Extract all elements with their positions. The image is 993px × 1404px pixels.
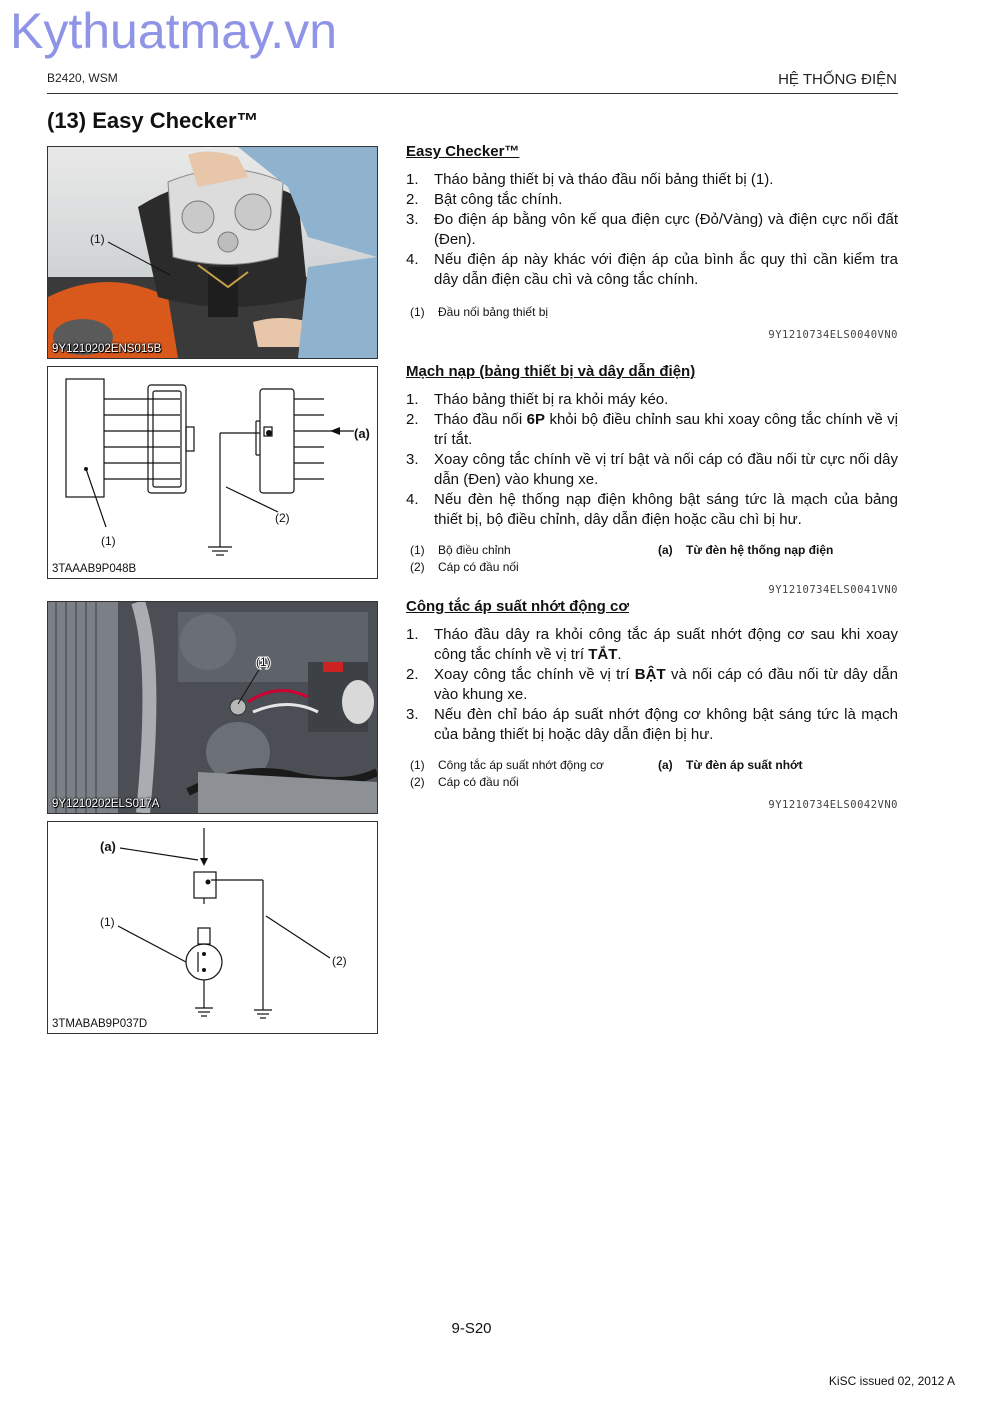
page-title: (13) Easy Checker™ xyxy=(47,108,259,133)
step-item: 1. Tháo bảng thiết bị ra khỏi máy kéo. xyxy=(406,391,669,408)
step-item: 3. Nếu đèn chỉ báo áp suất nhớt động cơ không bật sáng tức là mạch của bảng thiết bị hoặc dây dẫn điện bị hư. xyxy=(406,706,898,743)
step-item: 2. Bật công tắc chính. xyxy=(406,191,563,208)
section-title: Công tắc áp suất nhớt động cơ xyxy=(406,598,629,615)
figure-oil-switch-diagram xyxy=(47,821,378,1034)
callout-1: (1) xyxy=(100,915,115,929)
figure-id: 3TAAAB9P048B xyxy=(52,563,137,575)
step-item: 1. Tháo bảng thiết bị và tháo đầu nối bảng thiết bị (1). xyxy=(406,171,774,188)
step-item: 4. Nếu đèn hệ thống nạp điện không bật sáng tức là mạch của bảng thiết bị, bộ điều chỉnh, dây dẫn điện hoặc cầu chì bị hư. xyxy=(406,491,898,528)
section-code: 9Y1210734ELS0041VN0 xyxy=(768,584,898,596)
header-chapter: HỆ THỐNG ĐIỆN xyxy=(778,71,897,88)
legend: (1) Đầu nối bảng thiết bị xyxy=(410,305,549,319)
step-list xyxy=(406,390,898,530)
oil-pressure-switch-photo xyxy=(48,602,377,813)
step-item: 2. Xoay công tắc chính về vị trí BẬT và nối cáp có đầu nối từ dây dẫn vào khung xe. xyxy=(406,666,898,703)
step-item: 3. Xoay công tắc chính về vị trí bật và nối cáp có đầu nối từ cực nối dây dẫn (Đen) vào khung xe. xyxy=(406,451,898,488)
section-title: Mạch nạp (bảng thiết bị và dây dẫn điện) xyxy=(406,363,696,380)
step-list xyxy=(406,170,898,290)
callout-a: (a) xyxy=(100,839,116,854)
legend: (1) Công tắc áp suất nhớt động cơ (a) Từ đèn áp suất nhớt (2) Cáp có đầu nối xyxy=(410,758,803,789)
figure-instrument-panel-photo xyxy=(47,146,378,359)
figure-id: 9Y1210202ELS017A xyxy=(52,798,160,810)
page-number: 9-S20 xyxy=(451,1320,492,1337)
figure-id: 3TMABAB9P037D xyxy=(52,1018,148,1030)
instrument-panel-photo xyxy=(48,147,377,358)
issue-note: KiSC issued 02, 2012 A xyxy=(828,1374,955,1388)
callout-1: (1) xyxy=(90,232,105,246)
callout-1: (1) xyxy=(256,655,271,669)
section-title: Easy Checker™ xyxy=(406,143,520,160)
watermark: Kythuatmay.vn xyxy=(10,3,338,59)
callout-2: (2) xyxy=(275,511,290,525)
step-item: 4. Nếu điện áp này khác với điện áp của bình ắc quy thì cần kiểm tra dây dẫn điện cầu chì và công tắc chính. xyxy=(406,251,898,288)
figure-id: 9Y1210202ENS015B xyxy=(52,343,162,355)
figure-engine-photo xyxy=(47,601,378,814)
step-item: 1. Tháo đầu dây ra khỏi công tắc áp suất nhớt động cơ sau khi xoay công tắc chính về vị trí TẮT. xyxy=(406,626,898,663)
header-model: B2420, WSM xyxy=(47,71,118,85)
header-rule xyxy=(47,93,898,94)
callout-a: (a) xyxy=(354,426,370,441)
oil-switch-wiring-diagram xyxy=(48,822,377,1033)
callout-2: (2) xyxy=(332,954,347,968)
section-oil-pressure-switch xyxy=(406,598,898,811)
figure-regulator-diagram xyxy=(47,366,378,579)
regulator-wiring-diagram xyxy=(48,367,377,578)
section-charging-circuit xyxy=(406,363,898,596)
callout-1: (1) xyxy=(101,534,116,548)
section-code: 9Y1210734ELS0042VN0 xyxy=(768,799,898,811)
legend: (1) Bộ điều chỉnh (a) Từ đèn hệ thống nạp điện (2) Cáp có đầu nối xyxy=(410,543,834,574)
section-easy-checker xyxy=(406,143,898,341)
section-code: 9Y1210734ELS0040VN0 xyxy=(768,329,898,341)
step-item: 3. Đo điện áp bằng vôn kế qua điện cực (Đỏ/Vàng) và điện cực nối đất (Đen). xyxy=(406,211,898,248)
step-item: 2. Tháo đầu nối 6P khỏi bộ điều chỉnh sau khi xoay công tắc chính về vị trí tắt. xyxy=(406,411,898,448)
step-list xyxy=(406,625,898,745)
